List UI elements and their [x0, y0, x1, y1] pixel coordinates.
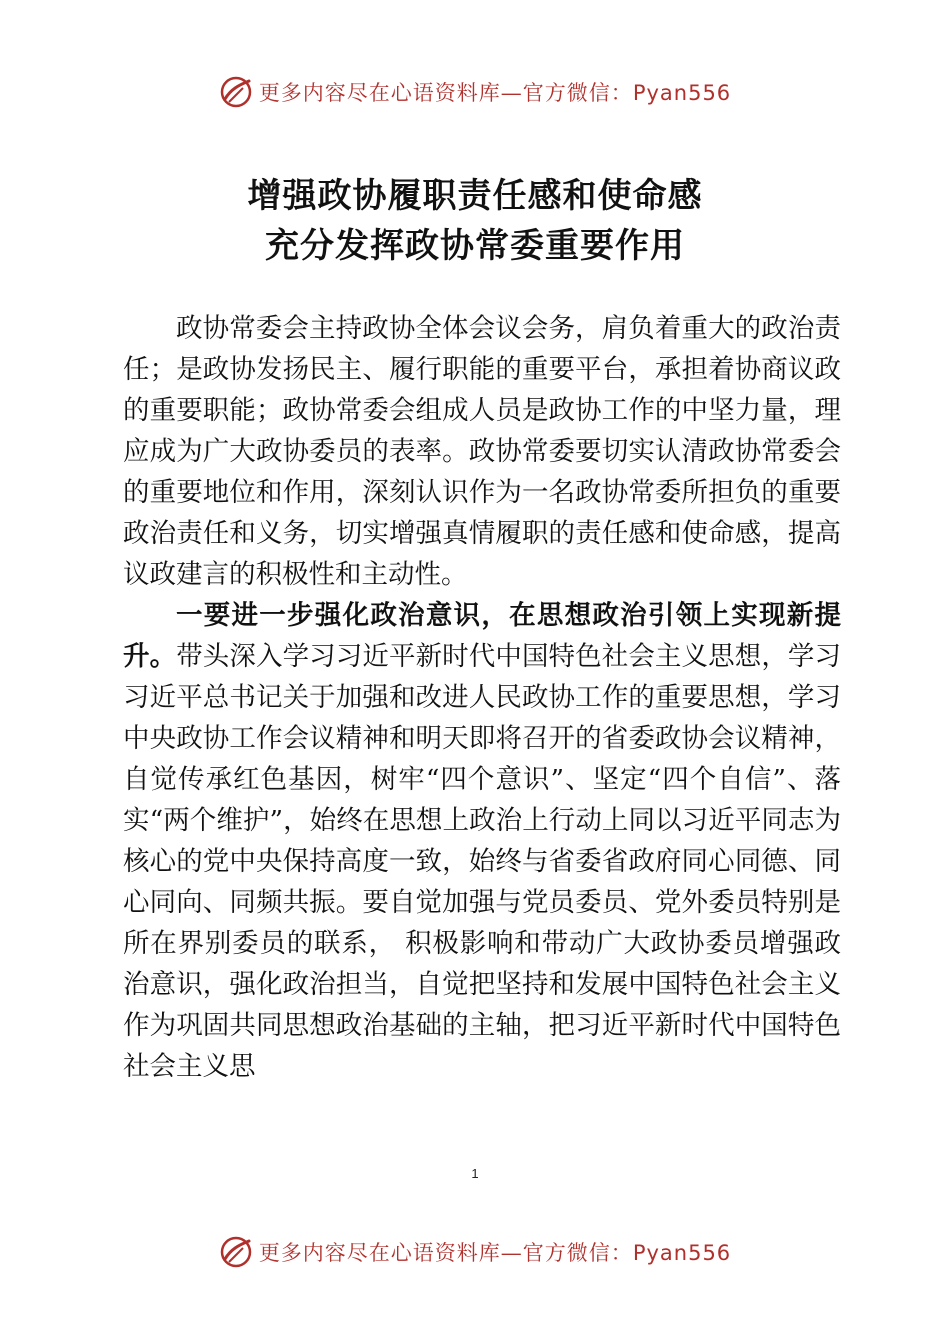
intro-paragraph: 政协常委会主持政协全体会议会务，肩负着重大的政治责任；是政协发扬民主、履行职能的重要平台，承担着协商议政的重要职能；政协常委会组成人员是政协工作的中坚力量，理应成为广大政协委员的表率。政协常委要切实认清政协常委会的重要地位和作用，深刻认识作为一名政协常委所担负的重要政治责任和义务，切实增强真情履职的责任感和使命感，提高议政建言的积极性和主动性。 [123, 313, 841, 590]
watermark-account: Pyan556 [632, 1241, 732, 1265]
point-one-heading: 一要进一步强化政治意识，在思想政治引领上实现新提升。 [123, 600, 841, 672]
document-title-line-1: 增强政协履职责任感和使命感 [247, 176, 703, 216]
book-logo-icon [219, 75, 253, 109]
watermark-text: 更多内容尽在心语资料库—官方微信： [258, 1241, 633, 1265]
watermark-text: 更多内容尽在心语资料库—官方微信： [258, 81, 633, 105]
point-one-body: 带头深入学习习近平新时代中国特色社会主义思想，学习习近平总书记关于加强和改进人民政协工作的重要思想，学习中央政协工作会议精神和明天即将召开的省委政协会议精神，自觉传承红色基因，树牢“四个意识”、坚定“四个自信”、落实“两个维护”，始终在思想上政治上行动上同以习近平同志为核心的党中央保持高度一致，始终与省委省政府同心同德、同心同向、同频共振。要自觉加强与党员委员、党外委员特别是所在界别委员的联系， 积极影响和带动广大政协委员增强政治意识，强化政治担当，自觉把坚持和发展中国特色社会主义作为巩固共同思想政治基础的主轴，把习近平新时代中国特色社会主义思 [123, 641, 842, 1082]
watermark-account: Pyan556 [632, 81, 732, 105]
book-logo-icon [219, 1235, 253, 1269]
document-body [123, 308, 841, 1087]
header-watermark [0, 72, 950, 112]
point-one-paragraph [123, 595, 841, 1087]
document-title-line-2: 充分发挥政协常委重要作用 [265, 226, 685, 266]
footer-watermark [0, 1232, 950, 1272]
page-number: 1 [471, 1166, 479, 1181]
